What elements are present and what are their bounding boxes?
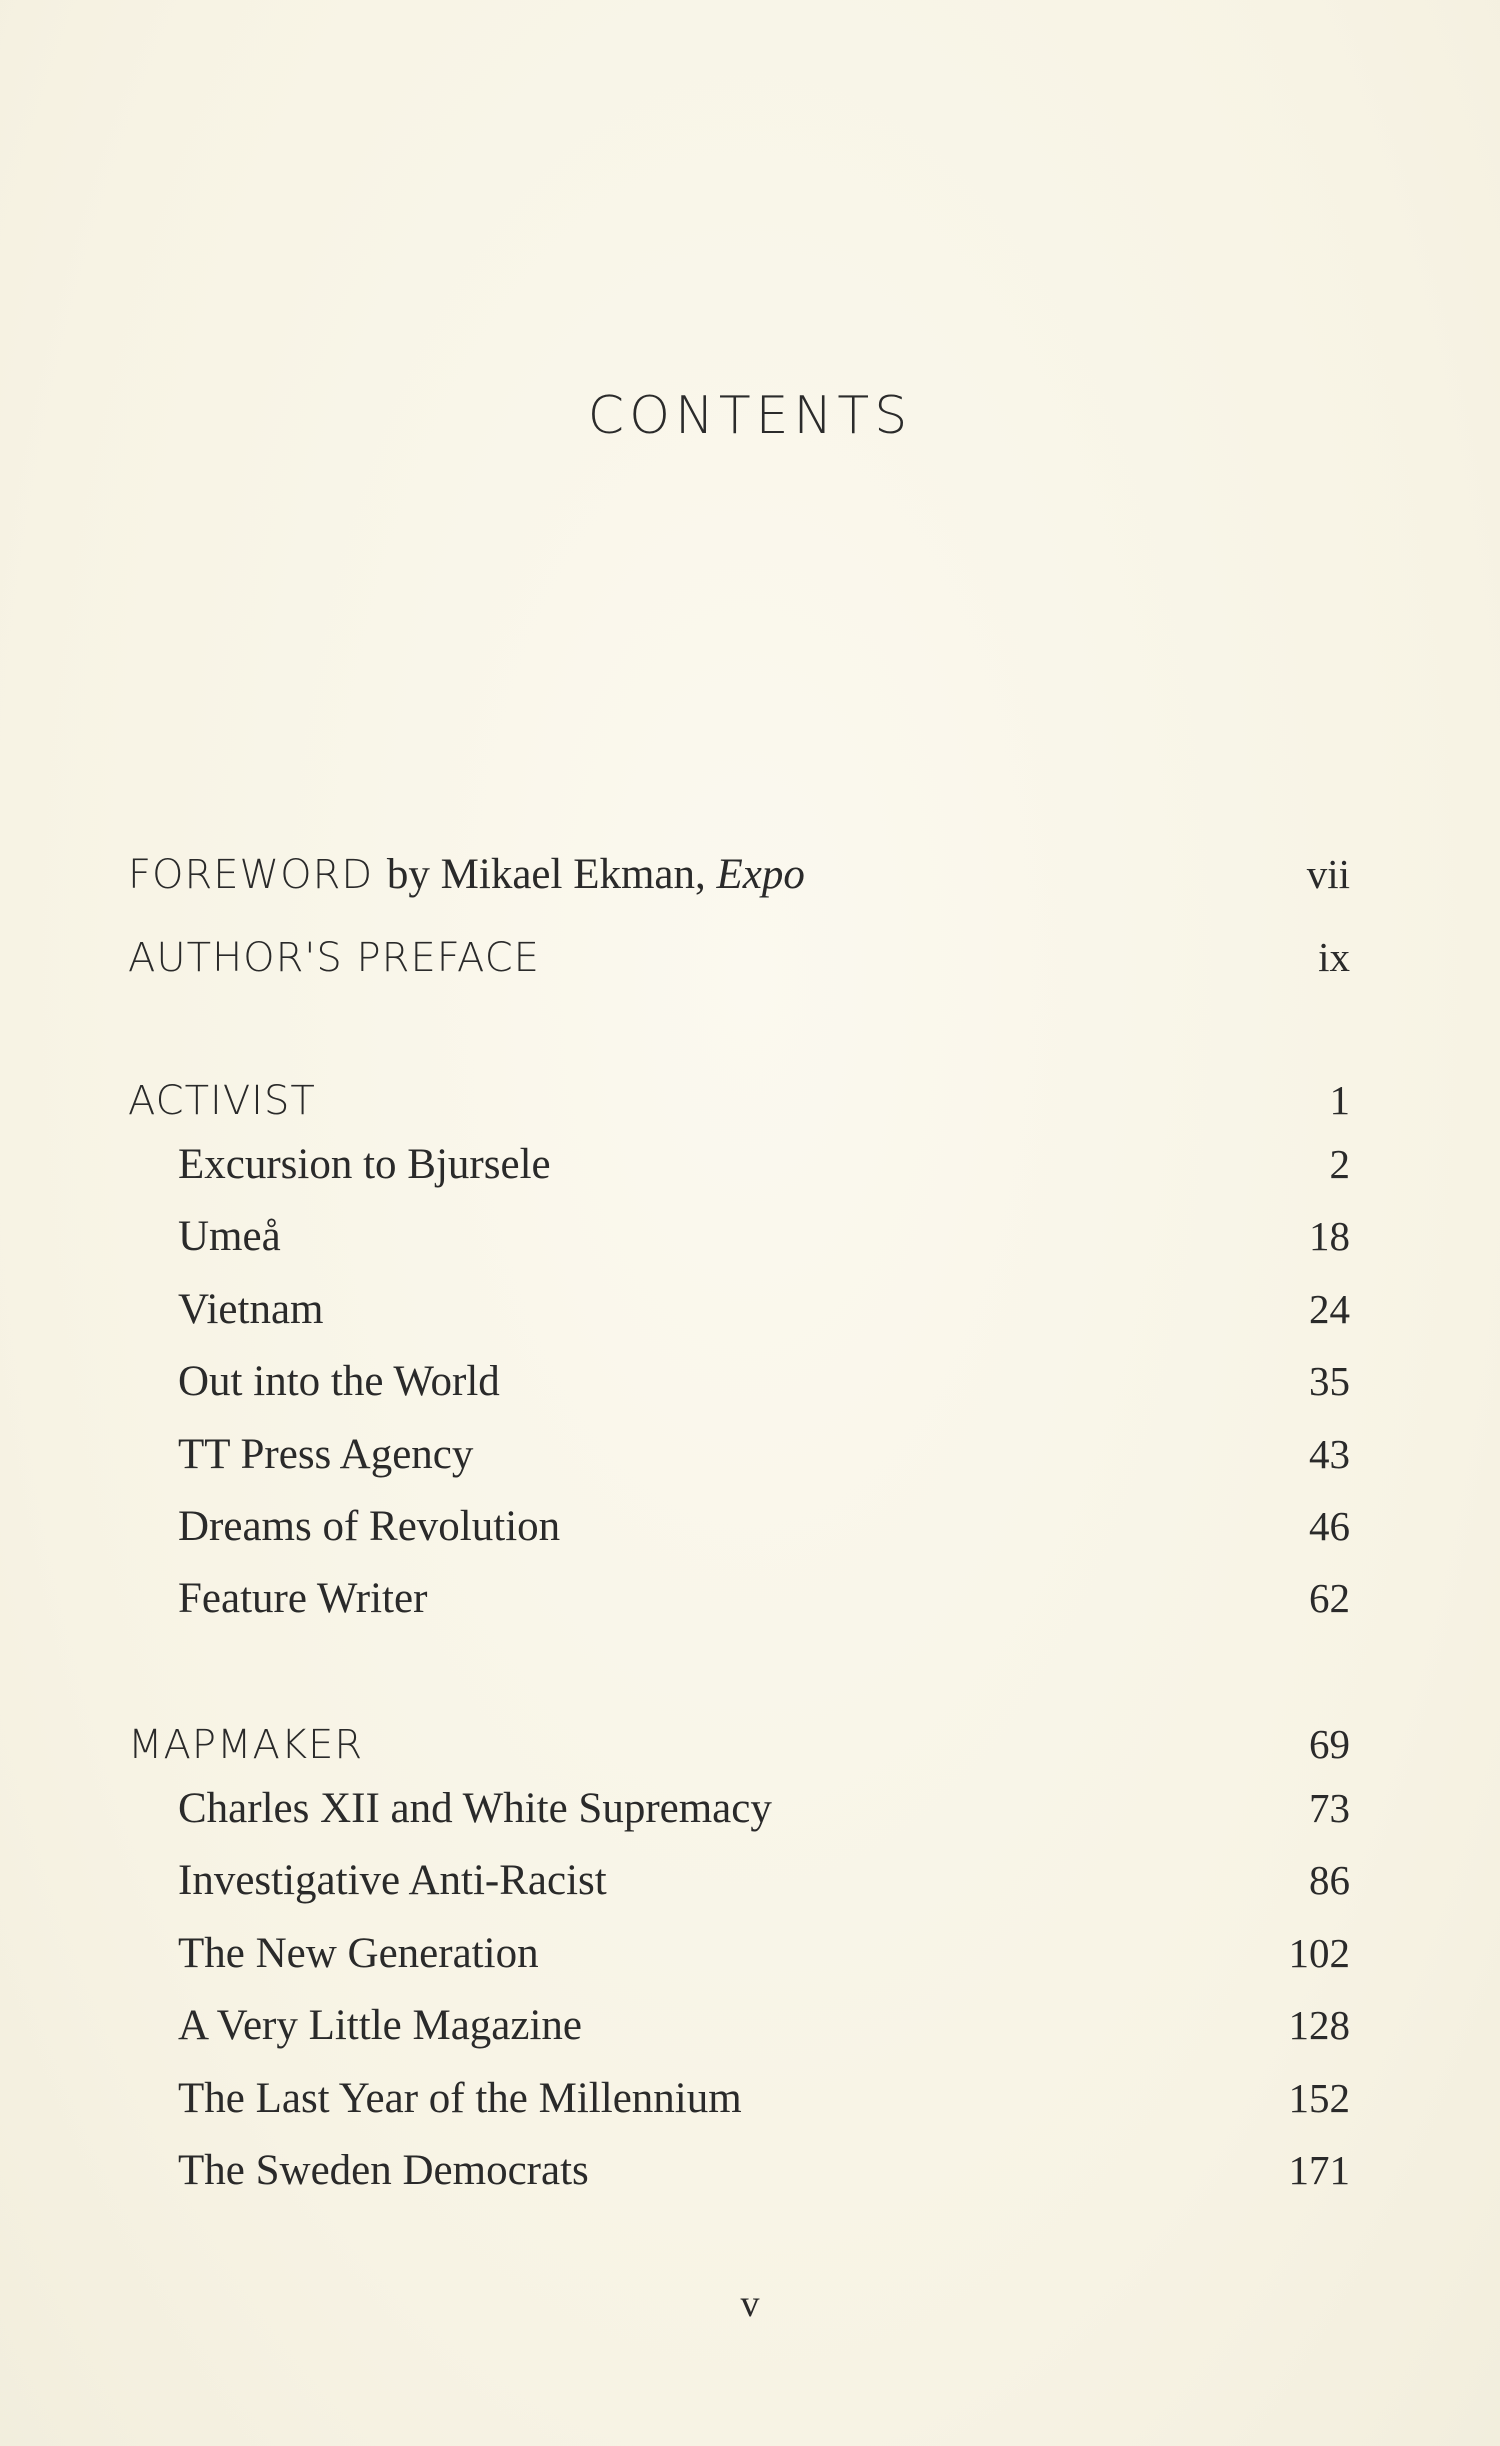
toc-page-number: 171 bbox=[1288, 2147, 1350, 2193]
toc-page-number: 102 bbox=[1288, 1930, 1350, 1976]
toc-chapter bbox=[128, 2074, 1350, 2134]
toc-chapter-label: Investigative Anti-Racist bbox=[178, 1857, 607, 1904]
toc-chapter bbox=[128, 1430, 1350, 1490]
toc-page-number: 2 bbox=[1329, 1141, 1350, 1187]
toc-page-number: 73 bbox=[1309, 1785, 1350, 1831]
toc-page-number: 62 bbox=[1309, 1575, 1350, 1621]
toc-chapter-label: Out into the World bbox=[178, 1358, 500, 1405]
foreword-publication: Expo bbox=[716, 851, 805, 898]
toc-chapter-label: The Last Year of the Millennium bbox=[178, 2075, 742, 2122]
toc-chapter-label: A Very Little Magazine bbox=[178, 2002, 583, 2049]
foreword-byline: by Mikael Ekman, bbox=[386, 851, 717, 898]
toc-page-number: 69 bbox=[1309, 1721, 1350, 1767]
toc-page-number: 43 bbox=[1309, 1431, 1350, 1477]
toc-chapter bbox=[128, 2001, 1350, 2061]
toc-chapter-label: Excursion to Bjursele bbox=[178, 1141, 551, 1188]
toc-entry-authors-preface bbox=[128, 933, 1350, 993]
page-folio: v bbox=[740, 2283, 760, 2325]
toc-chapter-label: The Sweden Democrats bbox=[178, 2147, 589, 2194]
toc-chapter bbox=[128, 1784, 1350, 1844]
toc-page-number: ix bbox=[1318, 934, 1350, 980]
toc-page-number: 128 bbox=[1288, 2002, 1350, 2048]
toc-section-mapmaker bbox=[128, 1720, 1350, 1780]
toc-chapter bbox=[128, 1856, 1350, 1916]
toc-chapter bbox=[128, 1140, 1350, 1200]
toc-chapter-label: Vietnam bbox=[178, 1286, 324, 1333]
toc-chapter bbox=[128, 1929, 1350, 1989]
toc-section-label: MAPMAKER bbox=[128, 1722, 364, 1768]
toc-chapter-label: TT Press Agency bbox=[178, 1431, 474, 1478]
toc-page-number: 152 bbox=[1288, 2075, 1350, 2121]
toc-page-number: 35 bbox=[1309, 1358, 1350, 1404]
toc-chapter bbox=[128, 2146, 1350, 2206]
toc-page-number: 24 bbox=[1309, 1286, 1350, 1332]
toc-section-label: ACTIVIST bbox=[128, 1078, 316, 1124]
page-title: CONTENTS bbox=[587, 386, 913, 446]
toc-entry-foreword bbox=[128, 850, 1350, 910]
toc-page-number: 46 bbox=[1309, 1503, 1350, 1549]
toc-chapter bbox=[128, 1212, 1350, 1272]
toc-chapter bbox=[128, 1285, 1350, 1345]
toc-chapter bbox=[128, 1574, 1350, 1634]
toc-chapter-label: Charles XII and White Supremacy bbox=[178, 1785, 772, 1832]
toc-page-number: vii bbox=[1306, 851, 1350, 897]
toc-section-activist bbox=[128, 1076, 1350, 1136]
toc-chapter bbox=[128, 1357, 1350, 1417]
toc-page-number: 18 bbox=[1309, 1213, 1350, 1259]
toc-page-number: 86 bbox=[1309, 1857, 1350, 1903]
toc-entry-label: AUTHOR'S PREFACE bbox=[128, 935, 540, 981]
toc-page-number: 1 bbox=[1329, 1077, 1350, 1123]
toc-chapter-label: Dreams of Revolution bbox=[178, 1503, 561, 1550]
toc-chapter-label: The New Generation bbox=[178, 1930, 539, 1977]
toc-chapter bbox=[128, 1502, 1350, 1562]
toc-chapter-label: Umeå bbox=[178, 1213, 281, 1260]
toc-chapter-label: Feature Writer bbox=[178, 1575, 428, 1622]
foreword-heading: FOREWORD bbox=[128, 852, 374, 898]
toc-entry-label bbox=[128, 850, 805, 899]
